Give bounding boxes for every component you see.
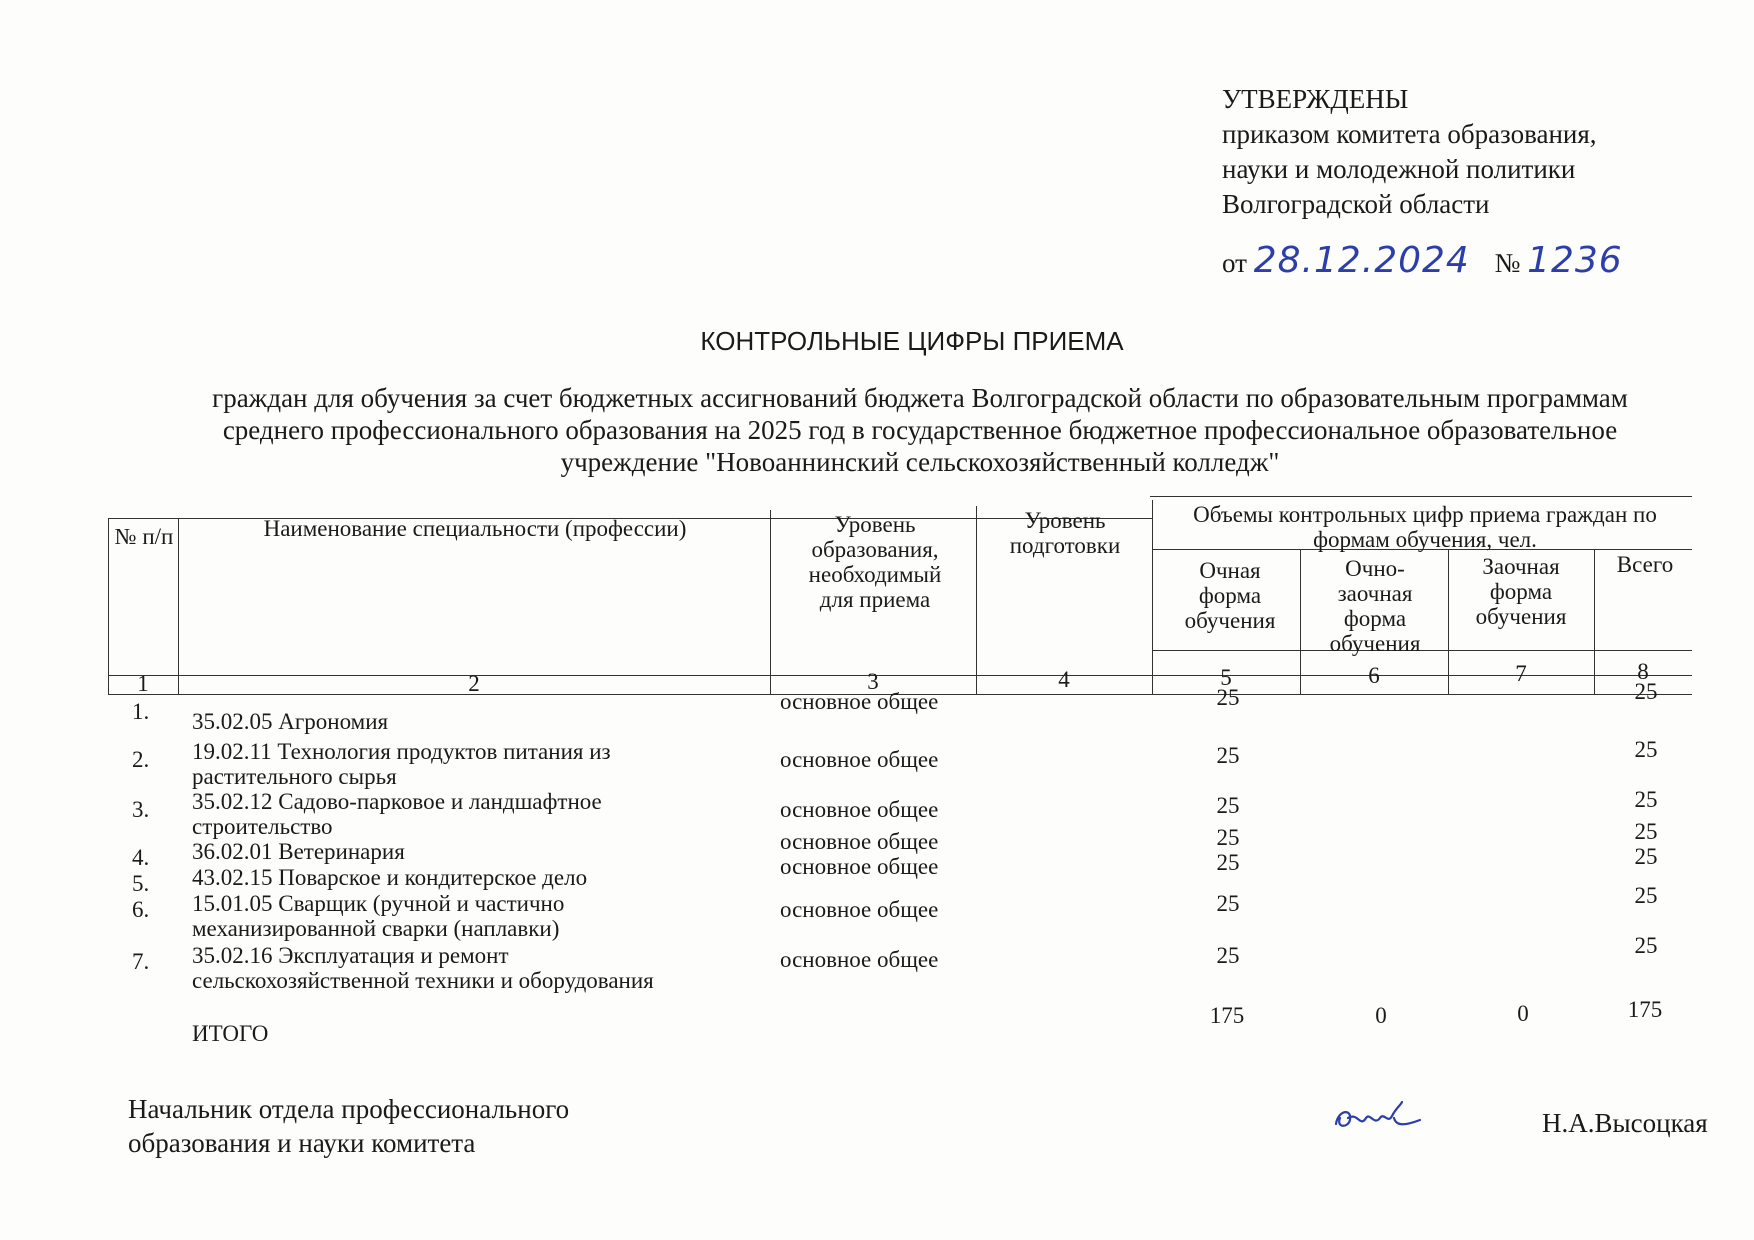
row-edu-level: основное общее: [780, 947, 939, 972]
number-prefix: №: [1494, 248, 1521, 278]
header-prep-level: Уровень подготовки: [1009, 508, 1121, 558]
column-number: 8: [1637, 659, 1649, 684]
row-name: растительного сырья: [192, 764, 397, 789]
date-prefix: от: [1222, 248, 1247, 278]
total-extramural: 0: [1517, 1001, 1529, 1026]
signer-title-line: Начальник отдела профессионального: [128, 1094, 570, 1124]
row-name: 35.02.16 Эксплуатация и ремонт: [192, 943, 509, 968]
approval-line: Волгоградской области: [1222, 189, 1490, 219]
table-line: [976, 506, 977, 694]
table-line: [178, 518, 179, 694]
row-edu-level: основное общее: [780, 854, 939, 879]
table-line: [108, 518, 109, 694]
total-full-time: 175: [1209, 1003, 1245, 1028]
row-name: 35.02.12 Садово-парковое и ландшафтное: [192, 789, 602, 814]
row-total: 25: [1634, 737, 1658, 762]
table-line: [1150, 496, 1692, 497]
approval-title: УТВЕРЖДЕНЫ: [1222, 84, 1409, 114]
row-total: 25: [1634, 787, 1658, 812]
header-extramural: Заочная форма обучения: [1475, 554, 1567, 629]
row-index: 4.: [132, 845, 150, 870]
row-name: сельскохозяйственной техники и оборудования: [192, 968, 654, 993]
row-total: 25: [1634, 819, 1658, 844]
header-name: Наименование специальности (профессии): [263, 516, 687, 541]
approval-line: науки и молодежной политики: [1222, 154, 1576, 184]
column-number: 2: [468, 671, 480, 696]
row-name: 43.02.15 Поварское и кондитерское дело: [192, 865, 588, 890]
header-full-time: Очная форма обучения: [1184, 558, 1276, 633]
row-total: 25: [1634, 933, 1658, 958]
signer-title: [128, 1092, 569, 1160]
column-number: 3: [867, 669, 879, 694]
row-index: 7.: [132, 949, 150, 974]
row-name: 36.02.01 Ветеринария: [192, 839, 405, 864]
header-total: Всего: [1616, 552, 1674, 577]
total-total: 175: [1627, 997, 1663, 1022]
row-total: 25: [1634, 883, 1658, 908]
row-index: 1.: [132, 699, 150, 724]
row-full-time: 25: [1216, 891, 1240, 916]
row-index: 6.: [132, 897, 150, 922]
signer-title-line: образования и науки комитета: [128, 1128, 476, 1158]
row-edu-level: основное общее: [780, 797, 939, 822]
column-number: 5: [1220, 665, 1232, 690]
header-num: № п/п: [114, 524, 174, 549]
order-date: 28.12.2024: [1253, 240, 1470, 281]
row-index: 3.: [132, 797, 150, 822]
row-name: механизированной сварки (наплавки): [192, 916, 560, 941]
column-number: 6: [1368, 663, 1380, 688]
column-number: 4: [1058, 667, 1070, 692]
column-number: 1: [137, 671, 149, 696]
row-edu-level: основное общее: [780, 689, 939, 714]
order-number: 1236: [1527, 240, 1623, 281]
document-title: КОНТРОЛЬНЫЕ ЦИФРЫ ПРИЕМА: [700, 326, 1124, 356]
handwritten-signature: [1330, 1098, 1430, 1138]
signer-name: Н.А.Высоцкая: [1542, 1108, 1708, 1138]
row-full-time: 25: [1216, 850, 1240, 875]
column-number: 7: [1515, 661, 1527, 686]
row-name: 19.02.11 Технология продуктов питания из: [192, 739, 611, 764]
approval-block: [1222, 82, 1597, 222]
row-full-time: 25: [1216, 685, 1240, 710]
row-full-time: 25: [1216, 825, 1240, 850]
approval-line: приказом комитета образования,: [1222, 119, 1597, 149]
total-part-time: 0: [1375, 1003, 1387, 1028]
document-subtitle: граждан для обучения за счет бюджетных ассигнований бюджета Волгоградской области по образовательным программам среднего профессионального образования на 2025 год в государственное бюджетное профессиональное образовательное учреждение "Новоаннинский сельскохозяйственный колледж": [212, 383, 1628, 477]
row-edu-level: основное общее: [780, 747, 939, 772]
row-full-time: 25: [1216, 743, 1240, 768]
row-name: 35.02.05 Агрономия: [192, 709, 389, 734]
row-total: 25: [1634, 679, 1658, 704]
row-full-time: 25: [1216, 793, 1240, 818]
row-index: 2.: [132, 747, 150, 772]
row-edu-level: основное общее: [780, 829, 939, 854]
row-name: строительство: [192, 814, 333, 839]
row-full-time: 25: [1216, 943, 1240, 968]
table-line: [770, 510, 771, 694]
total-label: ИТОГО: [192, 1021, 269, 1046]
table-line: [1152, 500, 1153, 694]
row-total: 25: [1634, 844, 1658, 869]
row-index: 5.: [132, 871, 150, 896]
header-part-time: Очно-заочная форма обучения: [1329, 556, 1421, 656]
approval-order-line: [1222, 240, 1623, 281]
header-edu-level: Уровень образования, необходимый для приема: [808, 512, 942, 612]
header-volumes: Объемы контрольных цифр приема граждан по формам обучения, чел.: [1193, 502, 1657, 552]
row-name: 15.01.05 Сварщик (ручной и частично: [192, 891, 565, 916]
row-edu-level: основное общее: [780, 897, 939, 922]
